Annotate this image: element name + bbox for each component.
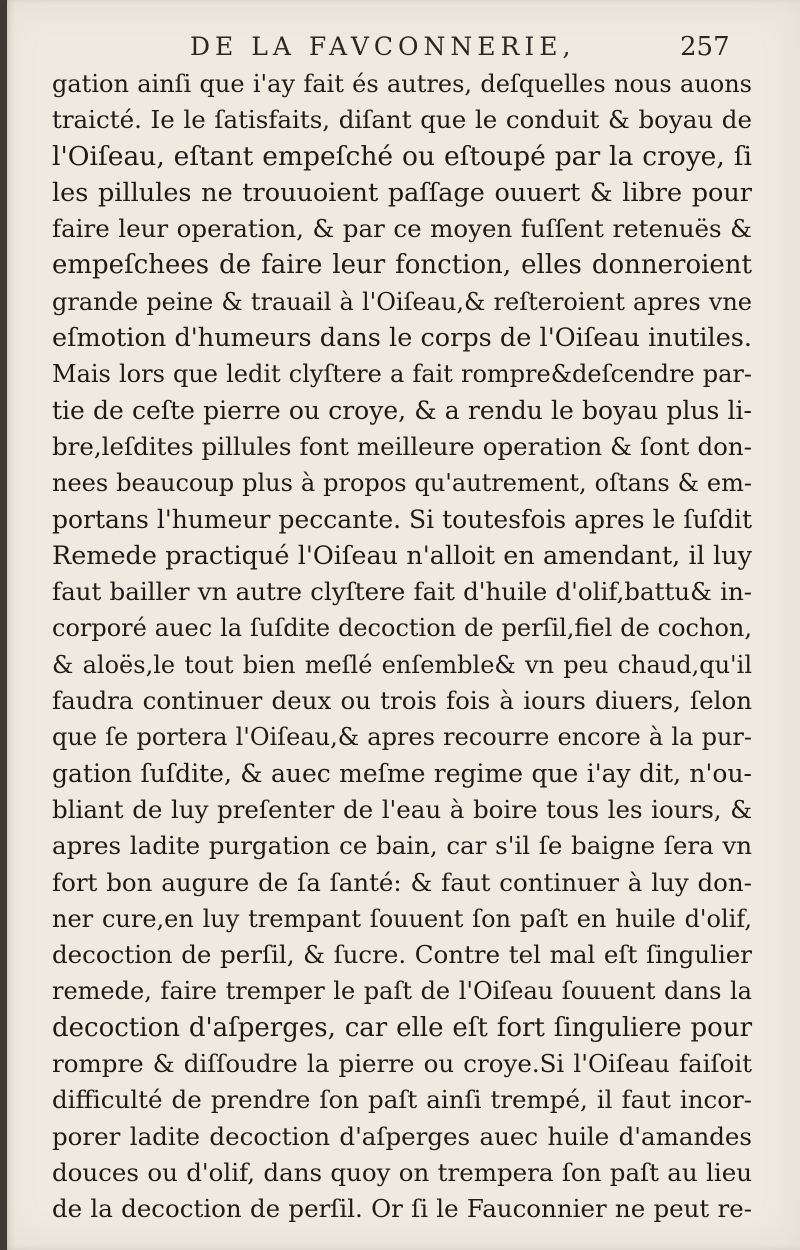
text-line: les pillules ne trouuoient paſſage ouuert & libre pour — [52, 177, 752, 208]
text-line: ner cure,en luy trempant ſouuent ſon paſt en huile d'olif, — [52, 904, 752, 933]
binding-gutter — [0, 0, 7, 1250]
text-line: traicté. Ie le ſatisfaits, diſant que le conduit & boyau de — [52, 105, 752, 135]
text-line: remede, faire tremper le paſt de l'Oiſeau ſouuent dans la — [52, 977, 752, 1006]
text-line: decoction de perſil, & ſucre. Contre tel mal eſt ſingulier — [52, 940, 752, 970]
text-line: & aloës,le tout bien meſlé enſemble& vn peu chaud,qu'il — [52, 650, 752, 679]
text-line: Remede practiqué l'Oiſeau n'alloit en amendant, il luy — [52, 540, 752, 571]
text-line: fort bon augure de ſa ſanté: & faut continuer à luy don- — [52, 867, 752, 897]
text-line: corporé auec la ſuſdite decoction de perſil,fiel de cochon, — [52, 614, 752, 643]
text-line: gation ſuſdite, & auec meſme regime que i'ay dit, n'ou- — [52, 758, 752, 788]
body-text — [52, 66, 752, 1228]
page-number: 257 — [680, 32, 730, 62]
text-line: eſmotion d'humeurs dans le corps de l'Oiſeau inutiles. — [52, 323, 752, 354]
text-line: faire leur operation, & par ce moyen fuſſent retenuës & — [52, 214, 752, 244]
text-line: porer ladite decoction d'aſperges auec huile d'amandes — [52, 1121, 752, 1151]
text-line: nees beaucoup plus à propos qu'autrement, oſtans & em- — [52, 469, 752, 498]
running-head: DE LA FAVCONNERIE, — [190, 32, 576, 61]
text-line: bre,leſdites pillules font meilleure operation & ſont don- — [52, 431, 752, 461]
text-line: que ſe portera l'Oiſeau,& apres recourre encore à la pur- — [52, 723, 752, 752]
text-line: tie de ceſte pierre ou croye, & a rendu le boyau plus li- — [52, 395, 752, 425]
text-line: Mais lors que ledit clyſtere a fait rompre&deſcendre par- — [52, 360, 752, 389]
text-line: apres ladite purgation ce bain, car s'il ſe baigne ſera vn — [52, 831, 752, 861]
text-line: grande peine & trauail à l'Oiſeau,& reſteroient apres vne — [52, 287, 752, 316]
text-line: faut bailler vn autre clyſtere fait d'huile d'olif,battu& in- — [52, 577, 752, 607]
text-line: decoction d'aſperges, car elle eſt fort ſinguliere pour — [52, 1012, 752, 1043]
text-line: rompre & diſſoudre la pierre ou croye.Si l'Oiſeau faiſoit — [52, 1049, 752, 1079]
text-line: difficulté de prendre ſon paſt ainſi trempé, il faut incor- — [52, 1085, 752, 1115]
text-line: portans l'humeur peccante. Si toutesfois apres le ſuſdit — [52, 504, 752, 534]
text-line: gation ainſi que i'ay fait és autres, deſquelles nous auons — [52, 70, 752, 98]
text-line: douces ou d'olif, dans quoy on trempera ſon paſt au lieu — [52, 1157, 752, 1187]
text-line: de la decoction de perſil. Or ſi le Fauconnier ne peut re- — [52, 1194, 752, 1224]
text-line: empeſchees de faire leur fonction, elles donneroient — [52, 250, 752, 281]
text-line: l'Oiſeau, eſtant empeſché ou eſtoupé par la croye, ſi — [52, 140, 752, 172]
text-line: faudra continuer deux ou trois fois à iours diuers, ſelon — [52, 686, 752, 716]
text-line: bliant de luy preſenter de l'eau à boire tous les iours, & — [52, 794, 752, 824]
